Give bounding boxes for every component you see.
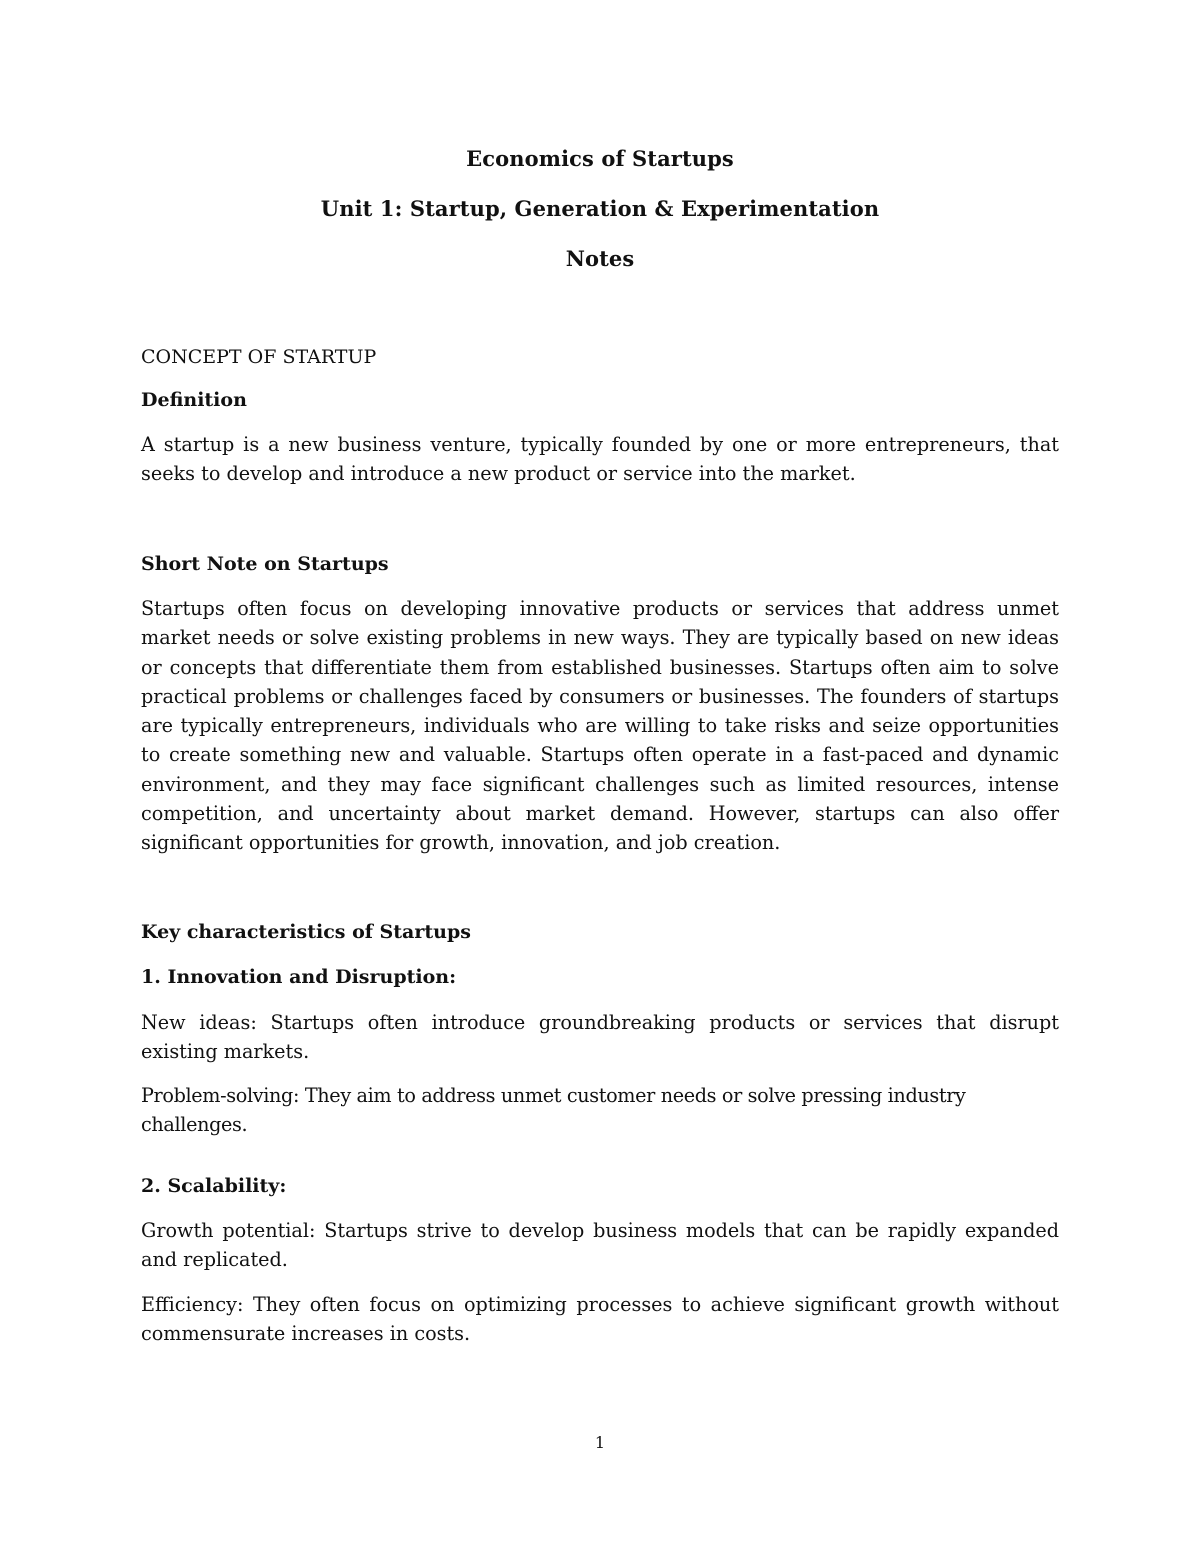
scalability-growth-paragraph: Growth potential: Startups strive to develop business models that can be rapidly expanded and replicated. [141, 1219, 1059, 1272]
key-characteristics-heading: Key characteristics of Startups [141, 921, 471, 943]
definition-heading: Definition [141, 389, 247, 411]
document-title: Economics of Startups [466, 146, 734, 171]
short-note-heading: Short Note on Startups [141, 553, 389, 575]
innovation-heading: 1. Innovation and Disruption: [141, 966, 457, 988]
scalability-heading: 2. Scalability: [141, 1175, 287, 1197]
definition-paragraph: A startup is a new business venture, typically founded by one or more entrepreneurs, that seeks to develop and introduce a new product or service into the market. [141, 433, 1059, 486]
innovation-problem-solving-paragraph: Problem-solving: They aim to address unmet customer needs or solve pressing industry challenges. [141, 1084, 966, 1137]
page-number: 1 [594, 1433, 606, 1452]
innovation-new-ideas-paragraph: New ideas: Startups often introduce groundbreaking products or services that disrupt existing markets. [141, 1011, 1059, 1064]
short-note-paragraph: Startups often focus on developing innovative products or services that address unmet market needs or solve existing problems in new ways. They are typically based on new ideas or concepts that differentiate them from established businesses. Startups often aim to solve practical problems or challenges faced by consumers or businesses. The founders of startups are typically entrepreneurs, individuals who are willing to take risks and seize opportunities to create something new and valuable. Startups often operate in a fast-paced and dynamic environment, and they may face significant challenges such as limited resources, intense competition, and uncertainty about market demand. However, startups can also offer significant opportunities for growth, innovation, and job creation. [141, 597, 1059, 855]
unit-title: Unit 1: Startup, Generation & Experimentation [320, 196, 880, 221]
scalability-efficiency-paragraph: Efficiency: They often focus on optimizing processes to achieve significant growth without commensurate increases in costs. [141, 1293, 1059, 1346]
concept-heading: CONCEPT OF STARTUP [141, 346, 377, 368]
document-subtitle: Notes [565, 246, 635, 271]
